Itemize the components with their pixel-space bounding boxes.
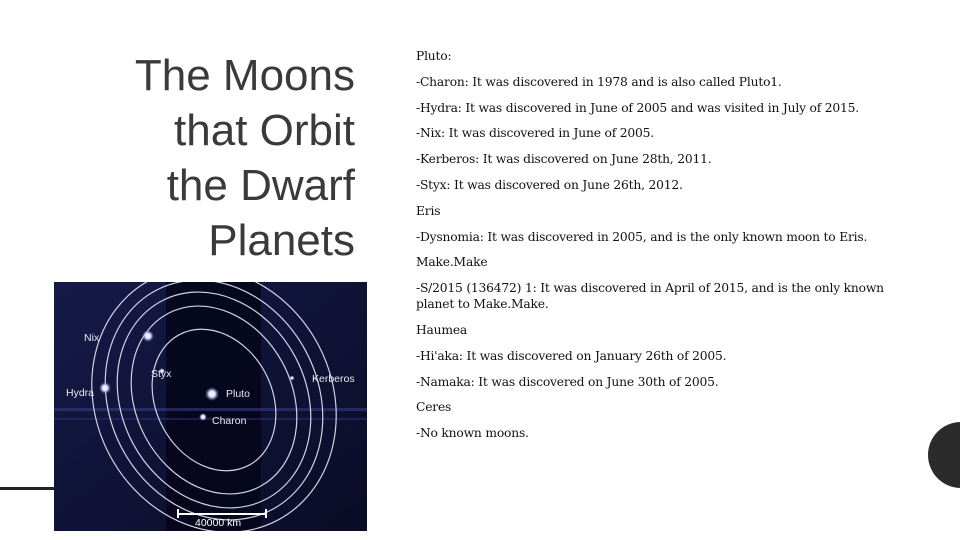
pluto-system-diagram xyxy=(54,282,367,531)
decorative-circle xyxy=(928,422,960,488)
decorative-line xyxy=(0,487,54,490)
list-item: -Kerberos: It was discovered on June 28th, 2011. xyxy=(416,152,712,167)
title-line: that Orbit xyxy=(174,106,355,155)
hydra-label: Hydra xyxy=(66,387,95,399)
list-item: -S/2015 (136472) 1: It was discovered in April of 2015, and is the only known planet to Make.Make. xyxy=(416,281,884,312)
charon-label: Charon xyxy=(212,415,247,427)
styx-label: Styx xyxy=(151,368,172,380)
hydra-dot xyxy=(99,382,111,394)
list-item: -Dysnomia: It was discovered in 2005, and is the only known moon to Eris. xyxy=(416,229,868,244)
list-item: Make.Make xyxy=(416,255,488,270)
list-item: Eris xyxy=(416,203,441,218)
pluto-dot xyxy=(205,387,219,401)
nix-label: Nix xyxy=(84,332,100,344)
title-line: the Dwarf xyxy=(166,161,355,210)
title-line: Planets xyxy=(208,216,355,265)
scale-label: 40000 km xyxy=(195,517,242,529)
pluto-label: Pluto xyxy=(226,388,250,400)
charon-dot xyxy=(199,413,207,421)
list-item: -Nix: It was discovered in June of 2005. xyxy=(416,126,654,141)
nix-dot xyxy=(142,330,154,342)
list-item: Pluto: xyxy=(416,49,452,63)
kerberos-dot xyxy=(290,376,295,381)
list-item: -Hi'aka: It was discovered on January 26th of 2005. xyxy=(416,348,727,363)
title-line: The Moons xyxy=(134,51,355,100)
list-item: -No known moons. xyxy=(416,426,529,441)
list-item: -Hydra: It was discovered in June of 2005 and was visited in July of 2015. xyxy=(416,100,859,115)
list-item: Ceres xyxy=(416,400,452,415)
list-item: -Styx: It was discovered on June 26th, 2012. xyxy=(416,177,683,192)
kerberos-label: Kerberos xyxy=(312,373,355,385)
pluto-moons-image xyxy=(54,282,367,531)
list-item: -Namaka: It was discovered on June 30th of 2005. xyxy=(416,374,719,389)
slide-title xyxy=(55,48,355,268)
moon-list xyxy=(416,48,896,441)
list-item: Haumea xyxy=(416,322,468,337)
list-item: -Charon: It was discovered in 1978 and is also called Pluto1. xyxy=(416,74,782,89)
